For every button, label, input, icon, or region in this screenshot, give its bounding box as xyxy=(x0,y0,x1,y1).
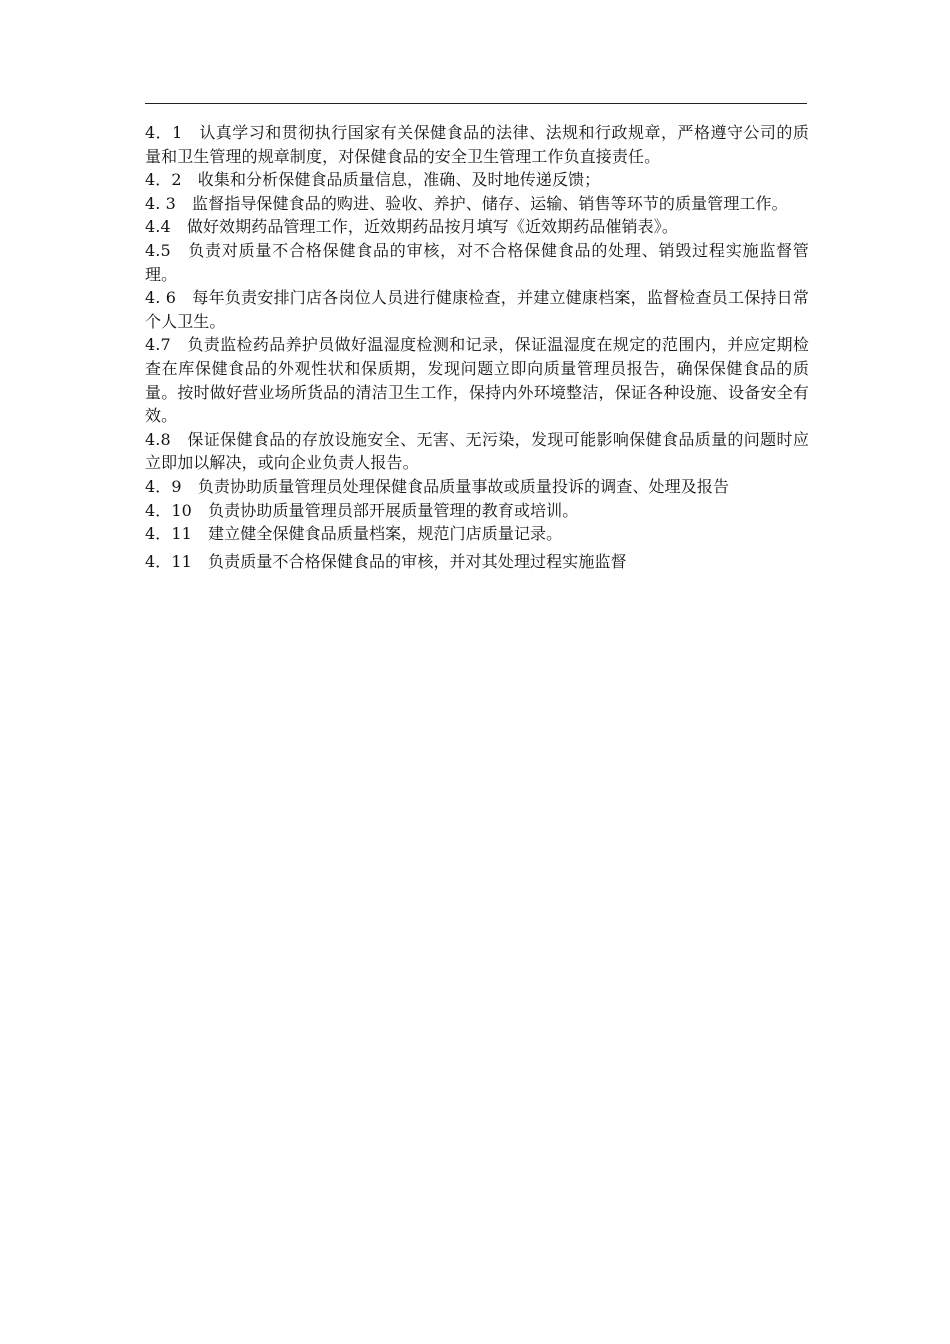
header-rule xyxy=(145,103,807,104)
paragraph-4-6: 4. 6 每年负责安排门店各岗位人员进行健康检查，并建立健康档案，监督检查员工保持日常个人卫生。 xyxy=(145,288,809,331)
paragraph-4-4: 4.4 做好效期药品管理工作，近效期药品按月填写《近效期药品催销表》。 xyxy=(145,217,678,237)
paragraph-4-2: 4．2 收集和分析保健食品质量信息，准确、及时地传递反馈； xyxy=(145,170,601,190)
paragraph-4-9: 4．9 负责协助质量管理员处理保健食品质量事故或质量投诉的调查、处理及报告 xyxy=(145,476,730,496)
paragraph-4-7: 4.7 负责监检药品养护员做好温湿度检测和记录，保证温湿度在规定的范围内，并应定期检查在库保健食品的外观性状和保质期，发现问题立即向质量管理员报告，确保保健食品的质量。按时做好营业场所货品的清洁卫生工作，保持内外环境整洁，保证各种设施、设备安全有效。 xyxy=(145,335,809,426)
paragraph-4-10: 4．10 负责协助质量管理员部开展质量管理的教育或培训。 xyxy=(145,500,579,520)
paragraph-4-1: 4．1 认真学习和贯彻执行国家有关保健食品的法律、法规和行政规章，严格遵守公司的质量和卫生管理的规章制度，对保健食品的安全卫生管理工作负直接责任。 xyxy=(145,123,809,166)
paragraph-4-5: 4.5 负责对质量不合格保健食品的审核，对不合格保健食品的处理、销毁过程实施监督管理。 xyxy=(145,240,809,284)
paragraph-4-11-archive: 4．11 建立健全保健食品质量档案，规范门店质量记录。 xyxy=(145,524,563,544)
paragraph-4-3: 4. 3 监督指导保健食品的购进、验收、养护、储存、运输、销售等环节的质量管理工作。 xyxy=(145,193,788,213)
paragraph-4-8: 4.8 保证保健食品的存放设施安全、无害、无污染，发现可能影响保健食品质量的问题时应立即加以解决，或向企业负责人报告。 xyxy=(145,429,809,473)
paragraph-4-11-review: 4．11 负责质量不合格保健食品的审核，并对其处理过程实施监督 xyxy=(145,551,627,571)
document-body xyxy=(145,121,809,573)
